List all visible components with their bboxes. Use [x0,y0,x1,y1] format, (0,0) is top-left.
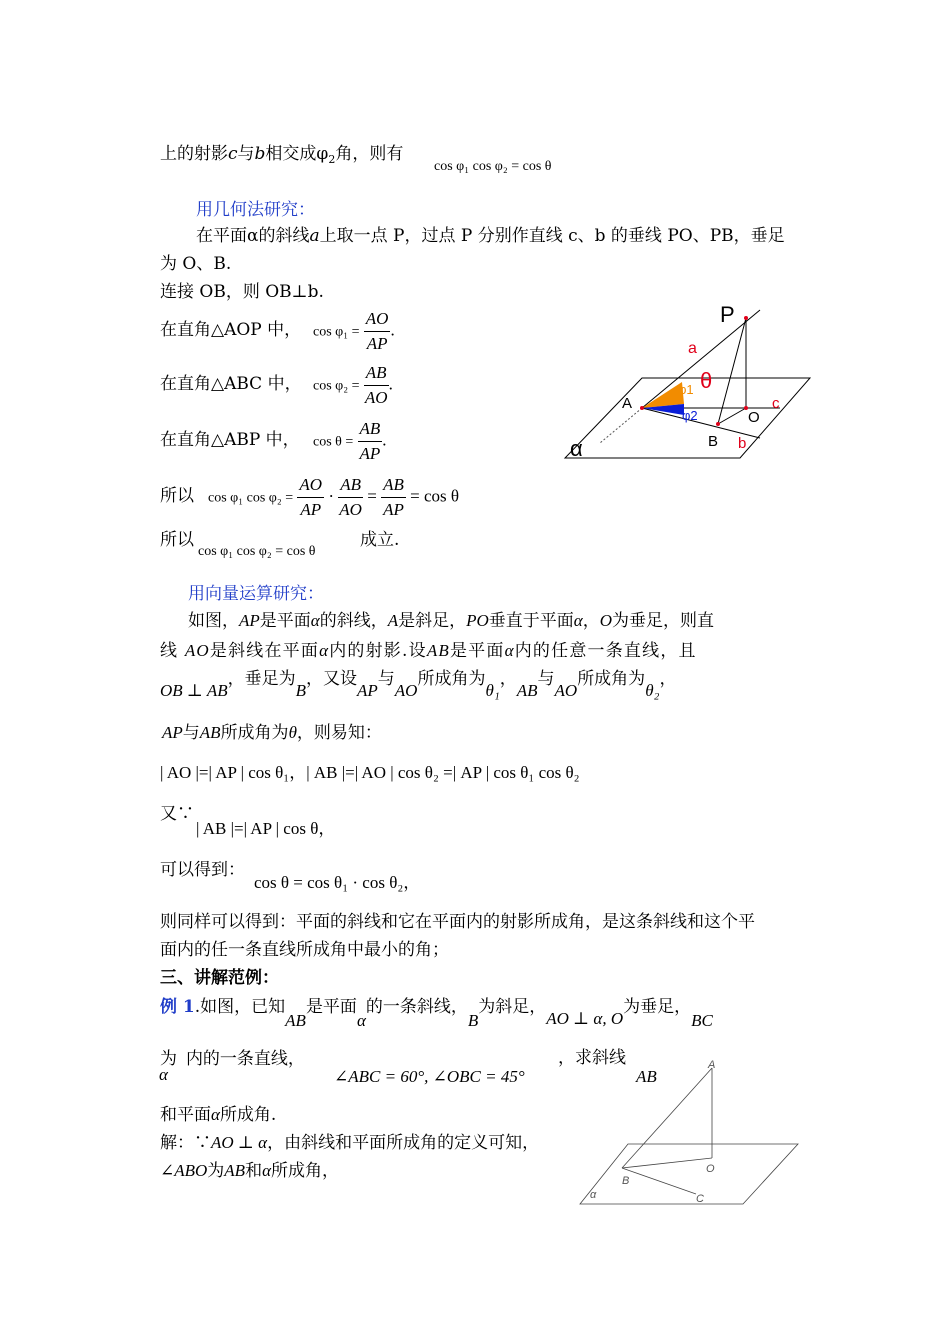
line-a-hidden [600,408,642,443]
so-end-2: 成立. [360,530,400,550]
so-formula-1: cos φ₁ cos φ₂ = $\frac{AO}{AP}$ · $\frac{AB}{AO}$ = $\frac{AB}{AP}$ = cos θ [208,475,460,519]
vec-equation-2: | AB |=| AP | cos θ， [196,819,336,838]
line-AB [622,1068,712,1168]
so-label-2: 所以 [160,530,194,550]
label-O2: O [706,1163,715,1175]
line-OB [718,408,746,424]
figure-oblique-line [560,298,820,468]
line-b [642,408,760,438]
tri-abp-formula: cos θ = $\frac{AB}{AP}$ . [313,419,387,463]
example-1-AB: AB [636,1067,657,1086]
geo-paragraph-3: 连接 OB，则 OB⊥b. [160,282,324,302]
tri-aop-label: 在直角△AOP 中， [160,320,302,340]
plane-alpha [580,1144,798,1204]
example-1-line-1: 例 1.如图，已知AB是平面α的一条斜线，B为斜足，AO ⊥ α, O为垂足，BC [160,997,713,1030]
label-P: P [720,302,735,327]
solution-line-1: 解：∵AO ⊥ α，由斜线和平面所成角的定义可知， [160,1133,540,1153]
geo-paragraph-2: 为 O、B. [160,254,232,274]
vec-heading: 用向量运算研究： [188,584,324,604]
section-heading-3: 三、讲解范例： [160,968,279,988]
label-c: c [772,395,780,412]
vec-equation-3: cos θ = cos θ₁ · cos θ₂， [254,873,421,892]
vec-equation-2-prefix: 又∵ [160,804,194,824]
geo-paragraph-1: 在平面α的斜线a上取一点 P，过点 P 分别作直线 c、b 的垂线 PO、PB，垂足 [196,226,785,246]
point-P-dot [744,316,748,320]
example-1-angles: ∠ABC = 60°, ∠OBC = 45° [334,1067,525,1086]
tri-aop-formula: cos φ₁ = $\frac{AO}{AP}$ . [313,309,395,353]
tri-abp-label: 在直角△ABP 中， [160,430,300,450]
vec-paragraph-4: AP与AB所成角为θ，则易知： [162,723,382,743]
point-B-dot [716,422,720,426]
label-b: b [738,435,747,452]
conclusion-line-2: 面内的任一条直线所成角中最小的角； [160,940,449,960]
line-BO [622,1158,712,1168]
tri-abc-label: 在直角△ABC 中， [160,374,302,394]
conclusion-line-1: 则同样可以得到：平面的斜线和它在平面内的射影所成角，是这条斜线和这个平 [160,912,755,932]
label-O: O [748,409,760,426]
line-a [642,310,760,408]
label-B: B [708,433,719,450]
label-theta: θ [700,368,713,393]
line-BC [622,1168,696,1194]
label-A2: A [708,1059,716,1071]
point-A-dot [640,406,644,410]
so-label-1: 所以 [160,486,194,506]
example-1-ask: ，求斜线 [558,1048,626,1068]
label-B2: B [622,1175,630,1187]
intro-formula: cos φ₁ cos φ₂ = cos θ [434,159,552,174]
geo-heading: 用几何法研究： [196,200,315,220]
vec-paragraph-1: 如图，AP是平面α的斜线，A是斜足，PO垂直于平面α，O为垂足，则直 [188,611,714,631]
vec-equation-1: | AO |=| AP | cos θ₁，| AB |=| AO | cos θ₂ =| AP | cos θ₁ cos θ₂ [160,763,580,782]
figure-example-1 [578,1056,800,1208]
label-A: A [622,395,633,412]
example-1-line-2: 为α内的一条直线， [159,1049,305,1084]
label-alpha2: α [590,1189,597,1201]
label-phi1: φ1 [678,382,694,397]
example-1-line-3: 和平面α所成角. [160,1105,277,1125]
vec-equation-3-prefix: 可以得到： [160,860,245,880]
label-alpha: α [570,436,583,461]
label-C2: C [696,1193,704,1205]
tri-abc-formula: cos φ₂ = $\frac{AB}{AO}$ . [313,363,393,407]
vec-paragraph-2: 线 AO是斜线在平面α内的射影.设AB是平面α内的任意一条直线，且 [160,641,697,661]
intro-line: 上的射影c与b相交成$\varphi_2$角，则有 [160,144,404,166]
vec-paragraph-3: OB ⊥ AB，垂足为B，又设AP与AO所成角为θ₁，AB与AO所成角为θ₂， [160,669,677,700]
label-phi2: φ2 [682,408,698,423]
so-formula-2: cos φ₁ cos φ₂ = cos θ [198,544,316,559]
solution-line-2: ∠ABO为AB和α所成角， [160,1161,340,1181]
label-a: a [688,340,697,357]
